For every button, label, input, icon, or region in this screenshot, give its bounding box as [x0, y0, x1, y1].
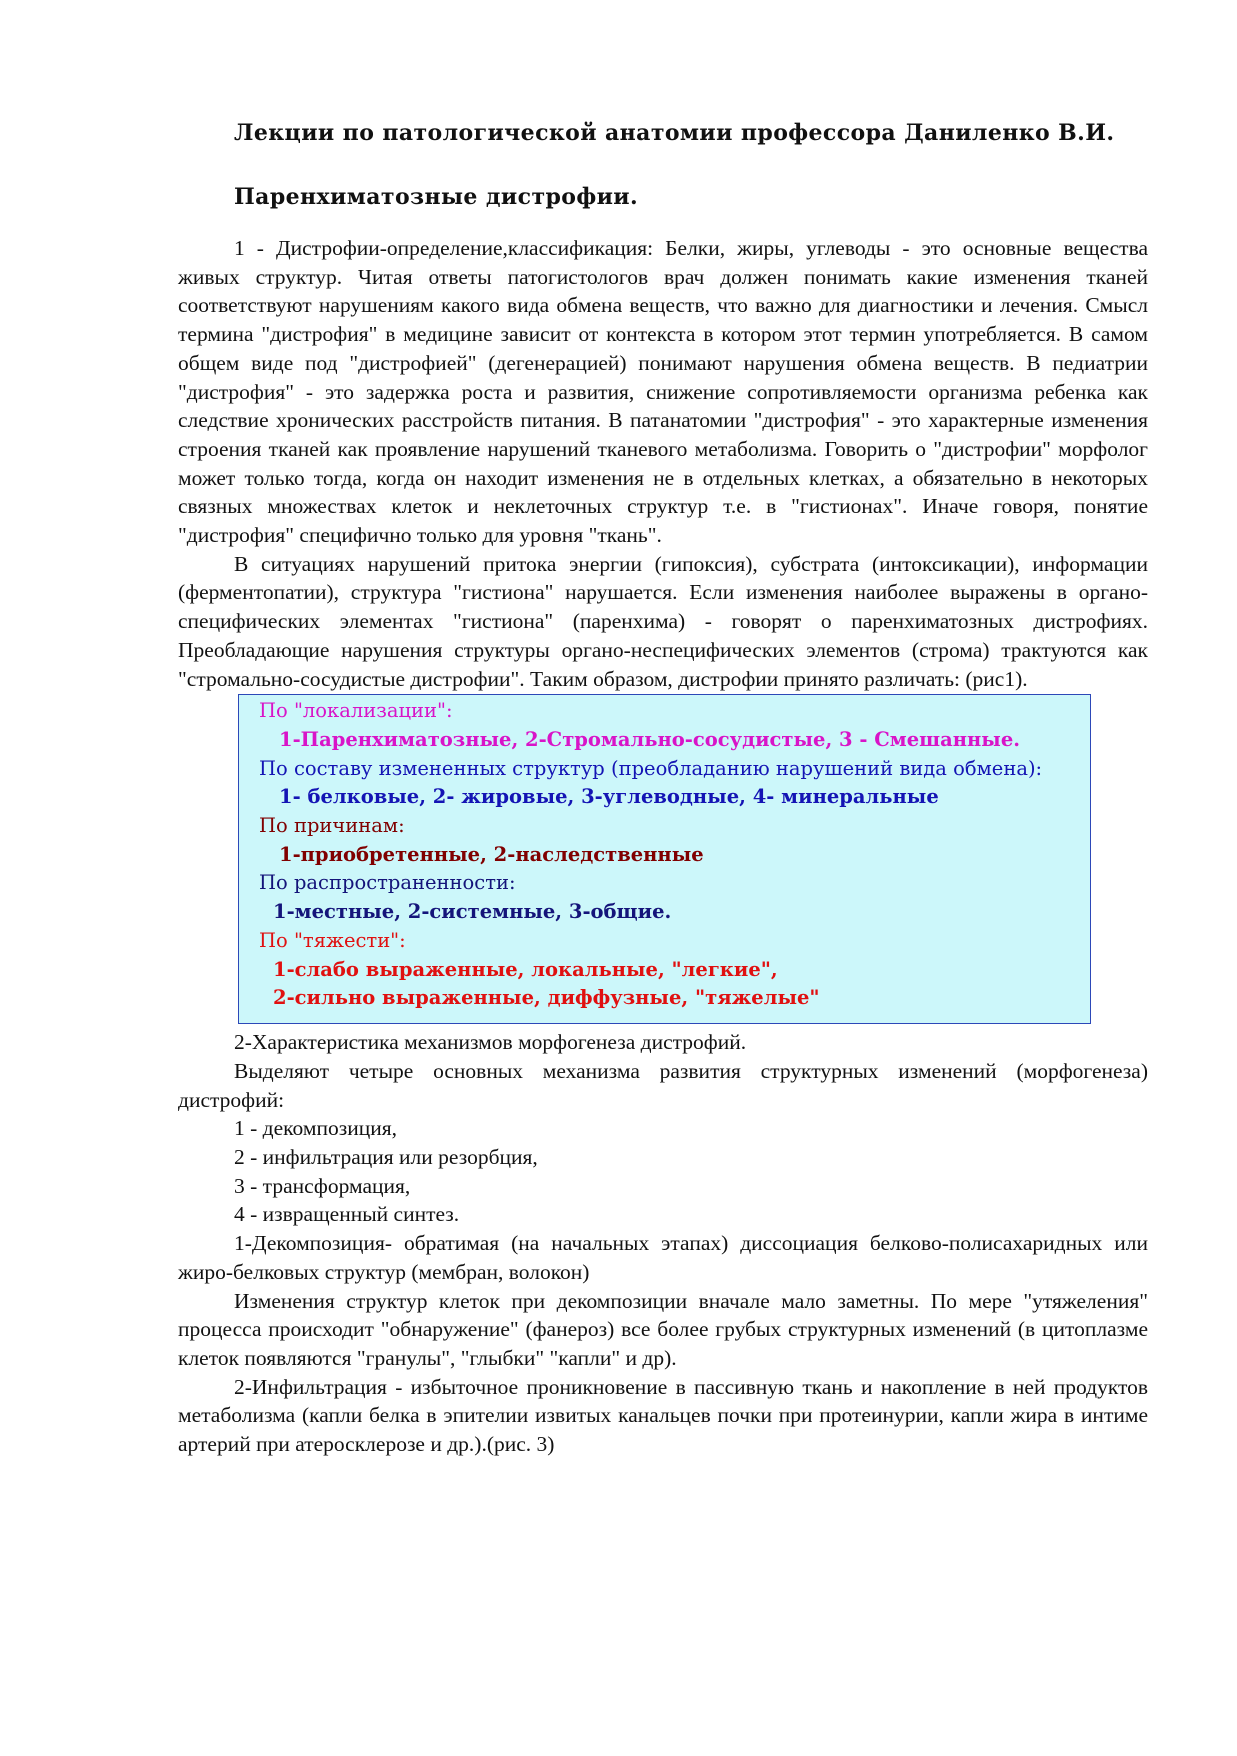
section-title: Паренхиматозные дистрофии.: [234, 184, 639, 210]
list-item: 4 - извращенный синтез.: [234, 1202, 460, 1227]
section2-intro: Выделяют четыре основных механизма развития структурных изменений (морфогенеза) дистрофий:: [178, 1058, 1148, 1112]
figure-heading-causes: По причинам:: [259, 814, 405, 838]
section2-heading: 2-Характеристика механизмов морфогенеза дистрофий.: [234, 1030, 747, 1055]
paragraph-decomposition-details: Изменения структур клеток при декомпозиции вначале мало заметны. По мере "утяжеления" процесса происходит "обнаружение" (фанероз) все более грубых структурных изменений (в цитоплазме клеток появляются "гранулы", "глыбки" "капли" и др).: [178, 1288, 1148, 1370]
list-item: 1 - декомпозиция,: [234, 1116, 397, 1141]
list-item: 3 - трансформация,: [234, 1173, 411, 1198]
figure-heading-composition: По составу измененных структур (преобладанию нарушений вида обмена):: [259, 756, 1043, 780]
figure-values-severity-2: 2-сильно выраженные, диффузные, "тяжелые": [273, 986, 820, 1010]
classification-figure: [238, 694, 1091, 1024]
document-page: [178, 118, 1148, 1459]
figure-heading-severity: По "тяжести":: [259, 928, 406, 952]
figure-heading-prevalence: По распространенности:: [259, 871, 516, 895]
figure-values-composition: 1- белковые, 2- жировые, 3-углеводные, 4- минеральные: [279, 785, 939, 809]
figure-values-causes: 1-приобретенные, 2-наследственные: [279, 842, 704, 866]
lecture-title: Лекции по патологической анатомии профессора Даниленко В.И.: [234, 120, 1115, 146]
list-item: 2 - инфильтрация или резорбция,: [234, 1145, 538, 1170]
figure-values-prevalence: 1-местные, 2-системные, 3-общие.: [273, 900, 672, 924]
figure-heading-localization: По "локализации":: [259, 699, 453, 723]
paragraph-classification: В ситуациях нарушений притока энергии (гипоксия), субстрата (интоксикации), информации (ферментопатии), структура "гистиона" нарушается. Если изменения наиболее выражены в органо-специфических элементах "гистиона" (паренхима) - говорят о паренхиматозных дистрофиях. Преобладающие нарушения структуры органо-неспецифических элементов (строма) трактуются как "стромально-сосудистые дистрофии". Таким образом, дистрофии принято различать: (рис1).: [178, 551, 1148, 691]
paragraph-infiltration: 2-Инфильтрация - избыточное проникновение в пассивную ткань и накопление в ней продуктов метаболизма (капли белка в эпителии извитых канальцев почки при протеинурии, капли жира в интиме артерий при атеросклерозе и др.).(рис. 3): [178, 1374, 1148, 1457]
paragraph-definition: 1 - Дистрофии-определение,классификация: Белки, жиры, углеводы - это основные вещества живых структур. Читая ответы патогистологов врач должен понимать какие изменения тканей соответствуют нарушениям какого вида обмена веществ, что важно для диагностики и лечения. Смысл термина "дистрофия" в медицине зависит от контекста в котором этот термин употребляется. В самом общем виде под "дистрофией" (дегенерацией) понимают нарушения обмена веществ. В педиатрии "дистрофия" - это задержка роста и развития, снижение сопротивляемости организма ребенка как следствие хронических расстройств питания. В патанатомии "дистрофия" - это характерные изменения строения тканей как проявление нарушений тканевого метаболизма. Говорить о "дистрофии" морфолог может только тогда, когда он находит изменения не в отдельных клетках, а обязательно в некоторых связных множествах клеток и неклеточных структур т.е. в "гистионах". Иначе говоря, понятие "дистрофия" специфично только для уровня "ткань".: [178, 236, 1148, 548]
figure-values-severity-1: 1-слабо выраженные, локальные, "легкие",: [273, 957, 778, 981]
paragraph-decomposition: 1-Декомпозиция- обратимая (на начальных этапах) диссоциация белково-полисахаридных или жиро-белковых структур (мембран, волокон): [178, 1231, 1148, 1284]
figure-values-localization: 1-Паренхиматозные, 2-Стромально-сосудистые, 3 - Смешанные.: [279, 727, 1021, 751]
